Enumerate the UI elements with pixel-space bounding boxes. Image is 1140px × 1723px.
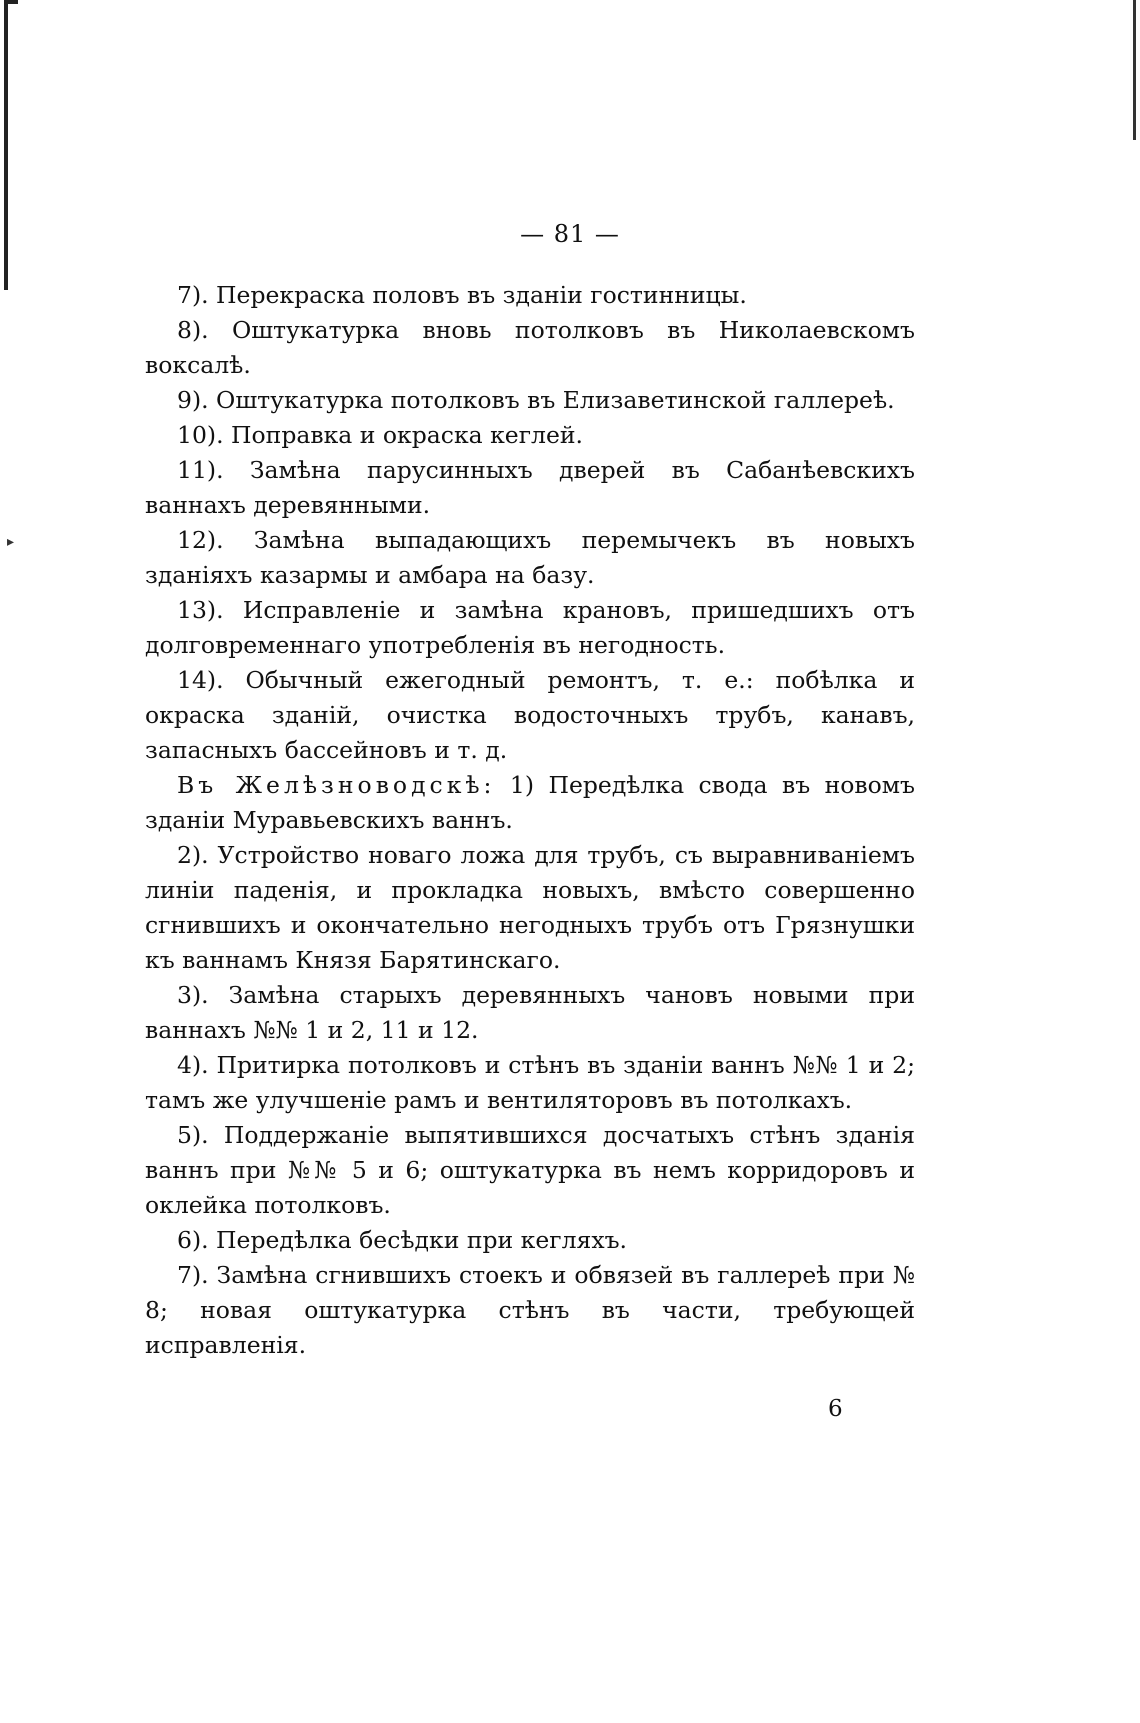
list-item: 9). Оштукатурка потолковъ въ Елизаветинской галлереѣ. bbox=[177, 386, 895, 414]
signature-mark: 6 bbox=[828, 1396, 843, 1422]
place-heading: Въ Желѣзноводскѣ: bbox=[177, 771, 496, 799]
scan-edge-corner bbox=[8, 0, 18, 4]
page-number: — 81 — bbox=[520, 220, 620, 248]
list-item: 2). Устройство новаго ложа для трубъ, съ выравниваніемъ линіи паденія, и прокладка новыхъ, вмѣсто совершенно сгнившихъ и окончательно негодныхъ трубъ отъ Грязнушки къ ваннамъ Князя Барятинскаго. bbox=[145, 841, 915, 974]
list-item: 12). Замѣна выпадающихъ перемычекъ въ новыхъ зданіяхъ казармы и амбара на базу. bbox=[145, 526, 915, 589]
scan-edge-right bbox=[1133, 0, 1136, 140]
list-item: 4). Притирка потолковъ и стѣнъ въ зданіи ваннъ №№ 1 и 2; тамъ же улучшеніе рамъ и вентиляторовъ въ потолкахъ. bbox=[145, 1051, 915, 1114]
page-body bbox=[145, 278, 915, 1363]
list-item: 5). Поддержаніе выпятившихся досчатыхъ стѣнъ зданія ваннъ при №№ 5 и 6; оштукатурка въ немъ корридоровъ и оклейка потолковъ. bbox=[145, 1121, 915, 1219]
list-item: 14). Обычный ежегодный ремонтъ, т. е.: побѣлка и окраска зданій, очистка водосточныхъ трубъ, канавъ, запасныхъ бассейновъ и т. д. bbox=[145, 666, 915, 764]
scan-edge-mark: ▸ bbox=[7, 534, 15, 550]
list-item: 13). Исправленіе и замѣна крановъ, пришедшихъ отъ долговременнаго употребленія въ негодность. bbox=[145, 596, 915, 659]
list-item: 8). Оштукатурка вновь потолковъ въ Николаевскомъ воксалѣ. bbox=[145, 316, 915, 379]
section-first-item: 1) Передѣлка свода въ новомъ зданіи Муравьевскихъ ваннъ. bbox=[145, 771, 915, 834]
list-item: 11). Замѣна парусинныхъ дверей въ Сабанѣевскихъ ваннахъ деревянными. bbox=[145, 456, 915, 519]
list-item: 7). Замѣна сгнившихъ стоекъ и обвязей въ галлереѣ при № 8; новая оштукатурка стѣнъ въ части, требующей исправленія. bbox=[145, 1261, 915, 1359]
list-item: 6). Передѣлка бесѣдки при кегляхъ. bbox=[177, 1226, 627, 1254]
list-item: 3). Замѣна старыхъ деревянныхъ чановъ новыми при ваннахъ №№ 1 и 2, 11 и 12. bbox=[145, 981, 915, 1044]
section-zheleznovodsk bbox=[145, 768, 915, 838]
list-item: 7). Перекраска половъ въ зданіи гостинницы. bbox=[177, 281, 747, 309]
list-item: 10). Поправка и окраска кеглей. bbox=[177, 421, 583, 449]
